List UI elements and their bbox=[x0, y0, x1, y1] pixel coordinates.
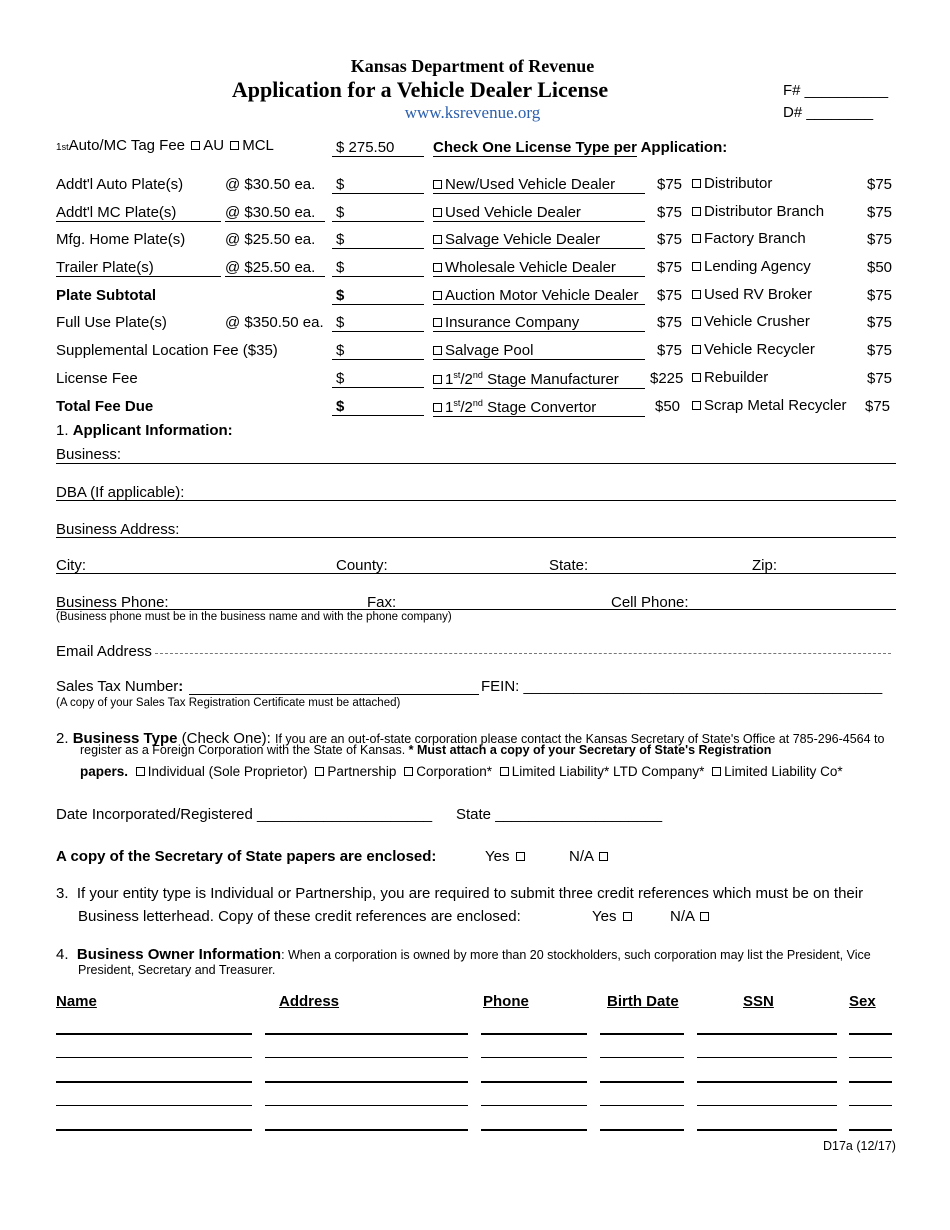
fee-row-rate: @ $25.50 ea. bbox=[225, 259, 325, 277]
phone-note: (Business phone must be in the business name and with the phone company) bbox=[56, 611, 452, 623]
license-type-right[interactable]: Lending Agency bbox=[692, 258, 811, 275]
owner-table-cell[interactable] bbox=[56, 1081, 252, 1083]
phone-field[interactable] bbox=[56, 609, 896, 610]
owner-table-cell[interactable] bbox=[56, 1129, 252, 1131]
owner-table-cell[interactable] bbox=[697, 1129, 837, 1131]
owner-table-cell[interactable] bbox=[265, 1057, 468, 1058]
section3-line2: Business letterhead. Copy of these credit references are enclosed: bbox=[78, 908, 521, 925]
llc-co-checkbox[interactable] bbox=[712, 767, 721, 776]
license-type-right-price: $75 bbox=[865, 398, 891, 415]
col-name: Name bbox=[56, 993, 97, 1010]
dba-field[interactable] bbox=[56, 500, 896, 501]
section1-heading: 1. Applicant Information: bbox=[56, 422, 233, 439]
license-type-left[interactable]: Insurance Company bbox=[433, 314, 645, 332]
license-type-left-price: $75 bbox=[657, 176, 683, 193]
fee-row-rate: @ $25.50 ea. bbox=[225, 231, 316, 248]
owner-table-cell[interactable] bbox=[481, 1081, 587, 1083]
section4-text: President, Secretary and Treasurer. bbox=[78, 963, 276, 977]
zip-label: Zip: bbox=[752, 557, 778, 574]
col-address: Address bbox=[279, 993, 340, 1010]
license-type-checkbox[interactable] bbox=[692, 207, 701, 216]
fee-row-amount[interactable]: $ bbox=[332, 314, 424, 332]
owner-table-cell[interactable] bbox=[849, 1033, 892, 1035]
fee-row-label: Addt'l Auto Plate(s) bbox=[56, 176, 184, 193]
license-type-left[interactable]: 1st/2nd Stage Manufacturer bbox=[433, 370, 645, 389]
col-ssn: SSN bbox=[743, 993, 774, 1010]
license-type-left-price: $75 bbox=[657, 287, 683, 304]
sos-na-checkbox[interactable] bbox=[599, 852, 608, 861]
fee-row-label: Mfg. Home Plate(s) bbox=[56, 231, 186, 248]
license-type-left[interactable]: Auction Motor Vehicle Dealer bbox=[433, 287, 645, 305]
website-link[interactable]: www.ksrevenue.org bbox=[404, 103, 541, 122]
section4-heading: 4. Business Owner Information: When a corporation is owned by more than 20 stockholders, such corporation may list the President, Vice bbox=[56, 946, 871, 963]
owner-table-cell[interactable] bbox=[849, 1129, 892, 1131]
license-type-checkbox[interactable] bbox=[692, 234, 701, 243]
dba-label: DBA (If applicable): bbox=[56, 484, 185, 501]
license-type-right[interactable]: Scrap Metal Recycler bbox=[692, 397, 847, 414]
sos-papers-row: A copy of the Secretary of State papers are enclosed: bbox=[56, 848, 437, 865]
license-type-left[interactable]: 1st/2nd Stage Convertor bbox=[433, 398, 645, 417]
owner-table-cell[interactable] bbox=[600, 1081, 684, 1083]
license-type-right-price: $75 bbox=[867, 287, 893, 304]
license-type-right[interactable]: Vehicle Recycler bbox=[692, 341, 815, 358]
owner-table-cell[interactable] bbox=[481, 1033, 587, 1035]
sales-tax-note: (A copy of your Sales Tax Registration Certificate must be attached) bbox=[56, 697, 401, 709]
license-type-left[interactable]: Wholesale Vehicle Dealer bbox=[433, 259, 645, 277]
llc-ltd-checkbox[interactable] bbox=[500, 767, 509, 776]
license-type-checkbox[interactable] bbox=[692, 179, 701, 188]
owner-table-cell[interactable] bbox=[56, 1033, 252, 1035]
form-id: D17a (12/17) bbox=[823, 1139, 896, 1153]
fee-row-amount[interactable]: $ bbox=[332, 398, 424, 416]
license-type-right[interactable]: Distributor bbox=[692, 175, 772, 192]
license-type-checkbox[interactable] bbox=[433, 208, 442, 217]
owner-table-cell[interactable] bbox=[697, 1081, 837, 1083]
owner-table-cell[interactable] bbox=[697, 1105, 837, 1106]
owner-table-cell[interactable] bbox=[849, 1105, 892, 1106]
owner-table-cell[interactable] bbox=[600, 1033, 684, 1035]
business-label: Business: bbox=[56, 446, 122, 463]
owner-table-cell[interactable] bbox=[265, 1081, 468, 1083]
license-type-checkbox[interactable] bbox=[692, 401, 701, 410]
license-type-left-price: $75 bbox=[657, 342, 683, 359]
col-sex: Sex bbox=[849, 993, 876, 1010]
owner-table-cell[interactable] bbox=[265, 1129, 468, 1131]
owner-table-cell[interactable] bbox=[697, 1033, 837, 1035]
license-type-checkbox[interactable] bbox=[692, 262, 701, 271]
license-type-checkbox[interactable] bbox=[433, 403, 442, 412]
agency-name: Kansas Department of Revenue bbox=[350, 56, 595, 76]
email-label: Email Address bbox=[56, 643, 152, 660]
license-type-checkbox[interactable] bbox=[692, 317, 701, 326]
license-type-checkbox[interactable] bbox=[433, 346, 442, 355]
individual-checkbox[interactable] bbox=[136, 767, 145, 776]
phone-label: Business Phone: bbox=[56, 594, 169, 611]
sos-yes-checkbox[interactable] bbox=[516, 852, 525, 861]
fee-row-label: Total Fee Due bbox=[56, 398, 154, 415]
owner-table-cell[interactable] bbox=[265, 1033, 468, 1035]
license-type-left-price: $75 bbox=[657, 204, 683, 221]
sales-tax-field[interactable] bbox=[189, 694, 479, 695]
fee-row-amount[interactable]: $ bbox=[332, 176, 424, 194]
license-type-right[interactable]: Factory Branch bbox=[692, 230, 806, 247]
sos-yes[interactable]: Yes bbox=[485, 848, 528, 865]
license-type-right[interactable]: Distributor Branch bbox=[692, 203, 824, 220]
credit-na-checkbox[interactable] bbox=[700, 912, 709, 921]
fee-row-rate: @ $30.50 ea. bbox=[225, 176, 316, 193]
tag-fee-amount: $ 275.50 bbox=[332, 139, 424, 157]
tag-au-checkbox[interactable] bbox=[191, 141, 200, 150]
owner-table-cell[interactable] bbox=[56, 1105, 252, 1106]
owner-table-cell[interactable] bbox=[600, 1057, 684, 1058]
license-type-right[interactable]: Rebuilder bbox=[692, 369, 768, 386]
section2-heading: 2. Business Type (Check One): If you are an out-of-state corporation please contact the Kansas Secretary of State's Office at 785-296-4564 to bbox=[56, 730, 885, 747]
address-field[interactable] bbox=[56, 537, 896, 538]
sos-na[interactable]: N/A bbox=[569, 848, 611, 865]
form-title: Application for a Vehicle Dealer License bbox=[231, 77, 609, 102]
fein-field[interactable]: FEIN: ___________________________________________ bbox=[481, 678, 883, 695]
license-type-checkbox[interactable] bbox=[692, 373, 701, 382]
owner-table-cell[interactable] bbox=[265, 1105, 468, 1106]
tag-mcl-checkbox[interactable] bbox=[230, 141, 239, 150]
license-type-checkbox[interactable] bbox=[433, 235, 442, 244]
d-number-field[interactable]: D# ________ bbox=[783, 104, 874, 121]
f-number-field[interactable]: F# __________ bbox=[783, 82, 889, 99]
license-type-right-price: $75 bbox=[867, 370, 893, 387]
business-field[interactable] bbox=[56, 463, 896, 464]
corporation-checkbox[interactable] bbox=[404, 767, 413, 776]
fax-label: Fax: bbox=[367, 594, 397, 611]
license-type-checkbox[interactable] bbox=[433, 318, 442, 327]
city-county-state-zip-field[interactable] bbox=[56, 573, 896, 574]
license-type-checkbox[interactable] bbox=[433, 180, 442, 189]
fee-row-amount[interactable]: $ bbox=[332, 287, 424, 305]
fee-row-label: Full Use Plate(s) bbox=[56, 314, 167, 331]
fee-row-amount[interactable]: $ bbox=[332, 370, 424, 388]
date-incorporated-field[interactable]: Date Incorporated/Registered _____________________ bbox=[56, 806, 433, 823]
email-field[interactable] bbox=[155, 653, 891, 654]
license-type-right-price: $75 bbox=[867, 204, 893, 221]
city-label: City: bbox=[56, 557, 86, 574]
license-type-left[interactable]: Salvage Vehicle Dealer bbox=[433, 231, 645, 249]
county-label: County: bbox=[336, 557, 388, 574]
cell-label: Cell Phone: bbox=[611, 594, 689, 611]
license-type-right-price: $75 bbox=[867, 342, 893, 359]
license-type-checkbox[interactable] bbox=[433, 291, 442, 300]
fee-row-rate: @ $350.50 ea. bbox=[225, 314, 324, 331]
fee-row-rate: @ $30.50 ea. bbox=[225, 204, 325, 222]
license-type-left-price: $75 bbox=[657, 231, 683, 248]
license-type-right-price: $75 bbox=[867, 231, 893, 248]
license-type-left-price: $50 bbox=[655, 398, 681, 415]
license-type-left[interactable]: New/Used Vehicle Dealer bbox=[433, 176, 645, 194]
license-type-checkbox[interactable] bbox=[433, 263, 442, 272]
license-type-left-price: $75 bbox=[657, 259, 683, 276]
sales-tax-label: Sales Tax Number: bbox=[56, 678, 184, 695]
owner-table-cell[interactable] bbox=[481, 1129, 587, 1131]
license-type-right-price: $50 bbox=[867, 259, 893, 276]
license-type-left[interactable]: Used Vehicle Dealer bbox=[433, 204, 645, 222]
check-one-label: Check One License Type per Application: bbox=[433, 139, 728, 156]
col-phone: Phone bbox=[483, 993, 529, 1010]
owner-table-cell[interactable] bbox=[56, 1057, 252, 1058]
owner-table-cell[interactable] bbox=[697, 1057, 837, 1058]
owner-table-cell[interactable] bbox=[849, 1081, 892, 1083]
fee-row-label: Plate Subtotal bbox=[56, 287, 157, 304]
license-type-right-price: $75 bbox=[867, 314, 893, 331]
incorporation-state-field[interactable]: State ____________________ bbox=[456, 806, 663, 823]
fee-row-label: Trailer Plate(s) bbox=[56, 259, 221, 277]
fee-row-amount[interactable]: $ bbox=[332, 342, 424, 360]
section3-line1: 3. If your entity type is Individual or Partnership, you are required to submit three credit references which must be on their bbox=[56, 885, 864, 902]
partnership-checkbox[interactable] bbox=[315, 767, 324, 776]
fee-row-label: Addt'l MC Plate(s) bbox=[56, 204, 221, 222]
license-type-left-price: $225 bbox=[650, 370, 684, 387]
fee-row-amount[interactable]: $ bbox=[332, 259, 424, 277]
fee-row-amount[interactable]: $ bbox=[332, 204, 424, 222]
license-type-left[interactable]: Salvage Pool bbox=[433, 342, 645, 360]
license-type-left-price: $75 bbox=[657, 314, 683, 331]
fee-row-label: License Fee bbox=[56, 370, 138, 387]
credit-na[interactable]: N/A bbox=[670, 908, 712, 925]
credit-yes[interactable]: Yes bbox=[592, 908, 635, 925]
tag-fee-label: 1stAuto/MC Tag Fee AU MCL bbox=[56, 137, 274, 154]
license-type-checkbox[interactable] bbox=[692, 290, 701, 299]
license-type-right[interactable]: Used RV Broker bbox=[692, 286, 812, 303]
credit-yes-checkbox[interactable] bbox=[623, 912, 632, 921]
owner-table-cell[interactable] bbox=[481, 1057, 587, 1058]
state-label: State: bbox=[549, 557, 589, 574]
fee-row-label: Supplemental Location Fee ($35) bbox=[56, 342, 278, 359]
license-type-right-price: $75 bbox=[867, 176, 893, 193]
owner-table-cell[interactable] bbox=[600, 1129, 684, 1131]
col-birth-date: Birth Date bbox=[607, 993, 679, 1010]
license-type-checkbox[interactable] bbox=[433, 375, 442, 384]
license-type-right[interactable]: Vehicle Crusher bbox=[692, 313, 810, 330]
business-type-options: papers. Individual (Sole Proprietor) Partnership Corporation* Limited Liability* LTD Company* Limited Liability Co* bbox=[80, 764, 843, 779]
license-type-checkbox[interactable] bbox=[692, 345, 701, 354]
owner-table-cell[interactable] bbox=[481, 1105, 587, 1106]
owner-table-cell[interactable] bbox=[600, 1105, 684, 1106]
fee-row-amount[interactable]: $ bbox=[332, 231, 424, 249]
owner-table-cell[interactable] bbox=[849, 1057, 892, 1058]
address-label: Business Address: bbox=[56, 521, 180, 538]
section2-text: register as a Foreign Corporation with the State of Kansas. * Must attach a copy of your Secretary of State's Registration bbox=[80, 743, 772, 757]
